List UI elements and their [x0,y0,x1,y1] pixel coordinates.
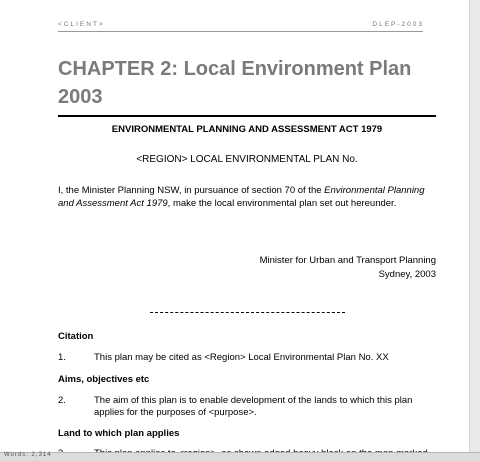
intro-text-start: I, the Minister Planning NSW, in pursuance of section 70 of the [58,185,325,196]
clause-text: This plan may be cited as <Region> Local Environmental Plan No. XX [94,352,389,363]
intro-text-end: , make the local environmental plan set out hereunder. [167,198,397,209]
status-bar [0,452,480,461]
act-heading: ENVIRONMENTAL PLANNING AND ASSESSMENT ACT 1979 [111,124,383,135]
chapter-title: CHAPTER 2: Local Environment Plan 2003 [58,58,412,108]
clause-number: 2. [58,395,66,406]
intro-act-name: Environmental Planning and Assessment Act 1979 [58,185,425,209]
intro-paragraph [58,184,436,210]
section-heading-aims: Aims, objectives etc [58,374,150,385]
vertical-scrollbar[interactable] [469,0,480,452]
header-client: <CLIENT> [58,21,105,28]
lep-heading: <REGION> LOCAL ENVIRONMENTAL PLAN No. [136,154,358,165]
clause-text: The aim of this plan is to enable development of the lands to which this plan applies for the purposes of <purpose>. [94,395,413,418]
header-doc-code: DLEP-2003 [372,21,424,28]
title-divider [58,115,436,117]
signatory-title: Minister for Urban and Transport Planning [259,255,436,266]
signatory-place-date: Sydney, 2003 [378,269,436,280]
section-heading-land: Land to which plan applies [58,428,180,439]
header-divider [58,31,423,32]
clause-number: 1. [58,352,66,363]
signatory-block [200,254,436,282]
word-count[interactable]: Words: 2,314 [4,452,52,458]
dashed-separator [150,312,345,313]
section-heading-citation: Citation [58,331,94,342]
